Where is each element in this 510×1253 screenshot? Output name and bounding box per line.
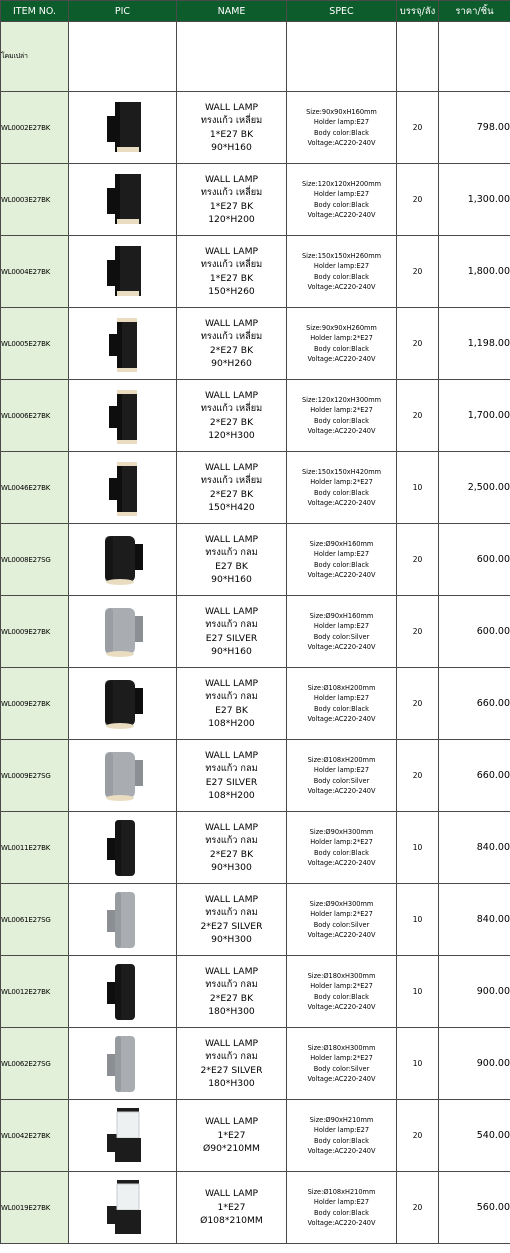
item-no-cell: WL0009E27BK bbox=[1, 668, 69, 740]
product-name-cell bbox=[177, 308, 287, 380]
product-name-line: ทรงแก้ว เหลี่ยม bbox=[200, 403, 263, 414]
group-label: โคมเปล่า bbox=[1, 22, 69, 92]
item-no-cell: WL0006E27BK bbox=[1, 380, 69, 452]
square-wall-lamp-black-icon bbox=[91, 96, 155, 160]
product-name-line: WALL LAMP bbox=[204, 101, 259, 113]
price-cell: 540.00 bbox=[439, 1100, 510, 1172]
item-no-cell: WL0008E27SG bbox=[1, 524, 69, 596]
spec-line: Holder lamp:E27 bbox=[313, 118, 370, 127]
spec-line: Holder lamp:E27 bbox=[313, 550, 370, 559]
tall-square-wall-lamp-black-icon bbox=[91, 384, 155, 448]
spec-line: Voltage:AC220-240V bbox=[307, 1146, 376, 1155]
group-empty-cell bbox=[69, 22, 177, 92]
qty-cell: 20 bbox=[397, 524, 439, 596]
table-row bbox=[1, 92, 510, 164]
header-row bbox=[1, 1, 510, 22]
product-image-cell bbox=[69, 92, 177, 164]
product-name-line: 2*E27 BK bbox=[209, 488, 254, 500]
header-item-no: ITEM NO. bbox=[1, 1, 69, 22]
qty-cell: 20 bbox=[397, 308, 439, 380]
product-name-line: 2*E27 BK bbox=[209, 992, 254, 1004]
product-image-cell bbox=[69, 884, 177, 956]
spec-line: Voltage:AC220-240V bbox=[307, 426, 376, 435]
product-name-cell bbox=[177, 812, 287, 884]
product-name-line: 1*E27 bbox=[217, 1129, 246, 1141]
header-pic: PIC bbox=[69, 1, 177, 22]
product-image-cell bbox=[69, 1028, 177, 1100]
spec-line: Body color:Black bbox=[314, 200, 369, 209]
spec-line: Size:120x120xH300mm bbox=[301, 396, 382, 405]
spec-line: Size:150x150xH420mm bbox=[301, 468, 382, 477]
product-image-cell bbox=[69, 236, 177, 308]
spec-line: Holder lamp:E27 bbox=[313, 694, 370, 703]
product-name-line: WALL LAMP bbox=[204, 317, 259, 329]
round-wall-lamp-black-icon bbox=[91, 528, 155, 592]
qty-cell: 20 bbox=[397, 740, 439, 812]
header-price: ราคา/ชิ้น bbox=[439, 1, 510, 22]
product-name-line: 90*H260 bbox=[211, 358, 252, 369]
product-name-line: ทรงแก้ว เหลี่ยม bbox=[200, 259, 263, 270]
spec-line: Body color:Black bbox=[314, 704, 369, 713]
product-name-cell bbox=[177, 1172, 287, 1244]
spec-line: Body color:Black bbox=[314, 128, 369, 137]
product-name-line: 120*H300 bbox=[208, 430, 255, 441]
spec-line: Body color:Black bbox=[314, 1208, 369, 1217]
product-name-line: ทรงแก้ว เหลี่ยม bbox=[200, 475, 263, 486]
spec-line: Body color:Silver bbox=[313, 1064, 370, 1073]
product-image-cell bbox=[69, 524, 177, 596]
spec-line: Body color:Black bbox=[314, 344, 369, 353]
product-name-line: WALL LAMP bbox=[204, 461, 259, 473]
product-image-cell bbox=[69, 812, 177, 884]
product-name-line: WALL LAMP bbox=[204, 389, 259, 401]
spec-cell bbox=[287, 380, 397, 452]
price-cell: 840.00 bbox=[439, 812, 510, 884]
product-name-line: ทรงแก้ว เหลี่ยม bbox=[200, 331, 263, 342]
lantern-wall-lamp-black-icon bbox=[91, 1104, 155, 1168]
spec-line: Holder lamp:E27 bbox=[313, 262, 370, 271]
product-name-cell bbox=[177, 1028, 287, 1100]
product-image-cell bbox=[69, 1172, 177, 1244]
table-row bbox=[1, 884, 510, 956]
spec-cell bbox=[287, 1100, 397, 1172]
product-image-cell bbox=[69, 308, 177, 380]
spec-line: Holder lamp:2*E27 bbox=[310, 838, 373, 847]
spec-cell bbox=[287, 452, 397, 524]
spec-line: Size:90x90xH160mm bbox=[306, 108, 377, 117]
product-name-line: ทรงแก้ว กลม bbox=[205, 691, 258, 702]
product-name-line: Ø90*210MM bbox=[203, 1143, 260, 1155]
spec-line: Body color:Black bbox=[314, 560, 369, 569]
table-row bbox=[1, 668, 510, 740]
spec-line: Voltage:AC220-240V bbox=[307, 714, 376, 723]
spec-line: Voltage:AC220-240V bbox=[307, 282, 376, 291]
product-name-line: WALL LAMP bbox=[204, 1116, 259, 1128]
qty-cell: 20 bbox=[397, 596, 439, 668]
item-no-cell: WL0062E27SG bbox=[1, 1028, 69, 1100]
spec-line: Holder lamp:2*E27 bbox=[310, 406, 373, 415]
table-row bbox=[1, 1100, 510, 1172]
product-name-line: WALL LAMP bbox=[204, 533, 259, 545]
table-row bbox=[1, 956, 510, 1028]
item-no-cell: WL0012E27BK bbox=[1, 956, 69, 1028]
product-name-line: 1*E27 BK bbox=[209, 128, 254, 140]
spec-line: Size:Ø90xH160mm bbox=[309, 540, 374, 549]
product-name-line: WALL LAMP bbox=[204, 173, 259, 185]
product-name-line: 180*H300 bbox=[208, 1078, 255, 1089]
price-cell: 560.00 bbox=[439, 1172, 510, 1244]
qty-cell: 20 bbox=[397, 1172, 439, 1244]
item-no-cell: WL0002E27BK bbox=[1, 92, 69, 164]
spec-line: Size:Ø180xH300mm bbox=[307, 1044, 376, 1053]
qty-cell: 10 bbox=[397, 452, 439, 524]
group-empty-cell bbox=[397, 22, 439, 92]
spec-line: Size:Ø180xH300mm bbox=[307, 972, 376, 981]
product-name-line: WALL LAMP bbox=[204, 965, 259, 977]
price-cell: 1,300.00 bbox=[439, 164, 510, 236]
spec-line: Voltage:AC220-240V bbox=[307, 570, 376, 579]
product-name-cell bbox=[177, 92, 287, 164]
tall-square-wall-lamp-black-icon bbox=[91, 312, 155, 376]
tall-round-wall-lamp-silver-icon bbox=[91, 1032, 155, 1096]
spec-line: Holder lamp:2*E27 bbox=[310, 910, 373, 919]
round-wall-lamp-black-icon bbox=[91, 672, 155, 736]
product-name-line: Ø108*210MM bbox=[200, 1215, 263, 1227]
spec-cell bbox=[287, 164, 397, 236]
product-name-line: 2*E27 SILVER bbox=[200, 1064, 263, 1076]
table-row bbox=[1, 452, 510, 524]
price-cell: 1,800.00 bbox=[439, 236, 510, 308]
spec-line: Voltage:AC220-240V bbox=[307, 354, 376, 363]
qty-cell: 10 bbox=[397, 1028, 439, 1100]
price-cell: 2,500.00 bbox=[439, 452, 510, 524]
header-name: NAME bbox=[177, 1, 287, 22]
table-row bbox=[1, 308, 510, 380]
spec-cell bbox=[287, 812, 397, 884]
group-empty-cell bbox=[287, 22, 397, 92]
product-name-line: ทรงแก้ว กลม bbox=[205, 763, 258, 774]
group-empty-cell bbox=[439, 22, 510, 92]
spec-cell bbox=[287, 1028, 397, 1100]
product-name-line: ทรงแก้ว กลม bbox=[205, 907, 258, 918]
product-name-cell bbox=[177, 740, 287, 812]
item-no-cell: WL0011E27BK bbox=[1, 812, 69, 884]
product-name-line: WALL LAMP bbox=[204, 677, 259, 689]
spec-cell bbox=[287, 236, 397, 308]
spec-line: Size:Ø108xH200mm bbox=[307, 756, 376, 765]
table-row bbox=[1, 1028, 510, 1100]
product-name-line: 150*H260 bbox=[208, 286, 255, 297]
header-qty: บรรจุ/ลัง bbox=[397, 1, 439, 22]
table-row bbox=[1, 740, 510, 812]
spec-line: Holder lamp:2*E27 bbox=[310, 982, 373, 991]
price-cell: 798.00 bbox=[439, 92, 510, 164]
spec-line: Voltage:AC220-240V bbox=[307, 1218, 376, 1227]
price-cell: 660.00 bbox=[439, 740, 510, 812]
header-spec: SPEC bbox=[287, 1, 397, 22]
table-row bbox=[1, 812, 510, 884]
product-name-line: WALL LAMP bbox=[204, 749, 259, 761]
spec-line: Body color:Black bbox=[314, 992, 369, 1001]
product-name-line: WALL LAMP bbox=[204, 605, 259, 617]
round-wall-lamp-silver-icon bbox=[91, 600, 155, 664]
product-name-line: E27 SILVER bbox=[205, 776, 258, 788]
qty-cell: 10 bbox=[397, 884, 439, 956]
product-name-line: E27 SILVER bbox=[205, 632, 258, 644]
item-no-cell: WL0046E27BK bbox=[1, 452, 69, 524]
product-name-cell bbox=[177, 452, 287, 524]
price-cell: 840.00 bbox=[439, 884, 510, 956]
spec-line: Voltage:AC220-240V bbox=[307, 1074, 376, 1083]
item-no-cell: WL0061E27SG bbox=[1, 884, 69, 956]
qty-cell: 20 bbox=[397, 1100, 439, 1172]
spec-line: Size:Ø90xH160mm bbox=[309, 612, 374, 621]
lantern-wall-lamp-black-icon bbox=[91, 1176, 155, 1240]
product-name-line: 108*H200 bbox=[208, 718, 255, 729]
product-name-line: 180*H300 bbox=[208, 1006, 255, 1017]
qty-cell: 20 bbox=[397, 236, 439, 308]
product-name-cell bbox=[177, 1100, 287, 1172]
product-name-line: 90*H300 bbox=[211, 934, 252, 945]
spec-line: Holder lamp:2*E27 bbox=[310, 1054, 373, 1063]
product-name-line: E27 BK bbox=[215, 560, 248, 572]
product-name-line: 2*E27 BK bbox=[209, 416, 254, 428]
spec-line: Holder lamp:2*E27 bbox=[310, 478, 373, 487]
product-name-line: WALL LAMP bbox=[204, 821, 259, 833]
spec-line: Holder lamp:E27 bbox=[313, 1198, 370, 1207]
product-image-cell bbox=[69, 164, 177, 236]
product-name-cell bbox=[177, 884, 287, 956]
price-cell: 900.00 bbox=[439, 956, 510, 1028]
product-name-line: 108*H200 bbox=[208, 790, 255, 801]
item-no-cell: WL0003E27BK bbox=[1, 164, 69, 236]
tall-round-wall-lamp-black-icon bbox=[91, 816, 155, 880]
item-no-cell: WL0004E27BK bbox=[1, 236, 69, 308]
product-name-line: 2*E27 BK bbox=[209, 848, 254, 860]
product-name-cell bbox=[177, 956, 287, 1028]
spec-cell bbox=[287, 740, 397, 812]
product-name-cell bbox=[177, 236, 287, 308]
product-image-cell bbox=[69, 380, 177, 452]
spec-cell bbox=[287, 308, 397, 380]
spec-cell bbox=[287, 956, 397, 1028]
spec-line: Body color:Black bbox=[314, 1136, 369, 1145]
square-wall-lamp-black-icon bbox=[91, 168, 155, 232]
table-row bbox=[1, 596, 510, 668]
spec-line: Holder lamp:E27 bbox=[313, 1126, 370, 1135]
product-name-line: 90*H160 bbox=[211, 574, 252, 585]
spec-line: Size:Ø90xH300mm bbox=[309, 828, 374, 837]
product-name-cell bbox=[177, 524, 287, 596]
spec-line: Holder lamp:E27 bbox=[313, 190, 370, 199]
tall-round-wall-lamp-black-icon bbox=[91, 960, 155, 1024]
product-name-line: WALL LAMP bbox=[204, 1037, 259, 1049]
spec-line: Voltage:AC220-240V bbox=[307, 858, 376, 867]
spec-cell bbox=[287, 596, 397, 668]
product-name-line: 1*E27 BK bbox=[209, 272, 254, 284]
spec-cell bbox=[287, 884, 397, 956]
spec-cell bbox=[287, 524, 397, 596]
spec-cell bbox=[287, 92, 397, 164]
price-cell: 600.00 bbox=[439, 524, 510, 596]
item-no-cell: WL0009E27BK bbox=[1, 596, 69, 668]
product-name-line: 90*H160 bbox=[211, 142, 252, 153]
qty-cell: 20 bbox=[397, 380, 439, 452]
product-name-line: 90*H160 bbox=[211, 646, 252, 657]
spec-line: Holder lamp:E27 bbox=[313, 766, 370, 775]
product-name-line: 120*H200 bbox=[208, 214, 255, 225]
qty-cell: 10 bbox=[397, 956, 439, 1028]
spec-line: Body color:Silver bbox=[313, 920, 370, 929]
spec-line: Voltage:AC220-240V bbox=[307, 498, 376, 507]
price-cell: 660.00 bbox=[439, 668, 510, 740]
group-empty-cell bbox=[177, 22, 287, 92]
price-cell: 1,700.00 bbox=[439, 380, 510, 452]
spec-line: Voltage:AC220-240V bbox=[307, 642, 376, 651]
product-name-line: ทรงแก้ว เหลี่ยม bbox=[200, 187, 263, 198]
qty-cell: 10 bbox=[397, 812, 439, 884]
product-image-cell bbox=[69, 452, 177, 524]
spec-line: Size:Ø108xH210mm bbox=[307, 1188, 376, 1197]
spec-cell bbox=[287, 668, 397, 740]
product-image-cell bbox=[69, 1100, 177, 1172]
item-no-cell: WL0009E27SG bbox=[1, 740, 69, 812]
spec-line: Holder lamp:2*E27 bbox=[310, 334, 373, 343]
product-name-line: 150*H420 bbox=[208, 502, 255, 513]
tall-round-wall-lamp-silver-icon bbox=[91, 888, 155, 952]
table-row bbox=[1, 380, 510, 452]
product-name-line: 1*E27 bbox=[217, 1201, 246, 1213]
spec-line: Holder lamp:E27 bbox=[313, 622, 370, 631]
price-cell: 900.00 bbox=[439, 1028, 510, 1100]
product-image-cell bbox=[69, 956, 177, 1028]
price-cell: 600.00 bbox=[439, 596, 510, 668]
spec-line: Body color:Silver bbox=[313, 632, 370, 641]
product-name-cell bbox=[177, 596, 287, 668]
spec-line: Voltage:AC220-240V bbox=[307, 930, 376, 939]
product-name-line: ทรงแก้ว กลม bbox=[205, 547, 258, 558]
product-name-line: WALL LAMP bbox=[204, 1188, 259, 1200]
qty-cell: 20 bbox=[397, 668, 439, 740]
spec-line: Size:Ø90xH300mm bbox=[309, 900, 374, 909]
product-image-cell bbox=[69, 668, 177, 740]
product-name-line: 2*E27 BK bbox=[209, 344, 254, 356]
spec-cell bbox=[287, 1172, 397, 1244]
product-name-cell bbox=[177, 668, 287, 740]
spec-line: Size:90x90xH260mm bbox=[306, 324, 377, 333]
spec-line: Body color:Black bbox=[314, 488, 369, 497]
table-row bbox=[1, 164, 510, 236]
spec-line: Voltage:AC220-240V bbox=[307, 138, 376, 147]
product-name-line: ทรงแก้ว กลม bbox=[205, 619, 258, 630]
round-wall-lamp-silver-icon bbox=[91, 744, 155, 808]
table-row bbox=[1, 1172, 510, 1244]
table-row bbox=[1, 524, 510, 596]
spec-line: Body color:Black bbox=[314, 416, 369, 425]
item-no-cell: WL0005E27BK bbox=[1, 308, 69, 380]
product-name-line: ทรงแก้ว กลม bbox=[205, 835, 258, 846]
table-row bbox=[1, 236, 510, 308]
spec-line: Voltage:AC220-240V bbox=[307, 210, 376, 219]
spec-line: Voltage:AC220-240V bbox=[307, 786, 376, 795]
item-no-cell: WL0042E27BK bbox=[1, 1100, 69, 1172]
spec-line: Size:Ø108xH200mm bbox=[307, 684, 376, 693]
qty-cell: 20 bbox=[397, 164, 439, 236]
product-image-cell bbox=[69, 740, 177, 812]
spec-line: Voltage:AC220-240V bbox=[307, 1002, 376, 1011]
spec-line: Body color:Black bbox=[314, 848, 369, 857]
group-row bbox=[1, 22, 510, 92]
spec-line: Body color:Black bbox=[314, 272, 369, 281]
product-name-line: E27 BK bbox=[215, 704, 248, 716]
product-image-cell bbox=[69, 596, 177, 668]
item-no-cell: WL0019E27BK bbox=[1, 1172, 69, 1244]
product-name-line: ทรงแก้ว กลม bbox=[205, 1051, 258, 1062]
product-name-line: ทรงแก้ว เหลี่ยม bbox=[200, 115, 263, 126]
tall-square-wall-lamp-black-icon bbox=[91, 456, 155, 520]
product-name-line: 1*E27 BK bbox=[209, 200, 254, 212]
product-name-line: WALL LAMP bbox=[204, 893, 259, 905]
product-name-cell bbox=[177, 380, 287, 452]
product-name-line: 2*E27 SILVER bbox=[200, 920, 263, 932]
product-name-cell bbox=[177, 164, 287, 236]
spec-line: Size:Ø90xH210mm bbox=[309, 1116, 374, 1125]
qty-cell: 20 bbox=[397, 92, 439, 164]
square-wall-lamp-black-icon bbox=[91, 240, 155, 304]
product-name-line: ทรงแก้ว กลม bbox=[205, 979, 258, 990]
spec-line: Body color:Silver bbox=[313, 776, 370, 785]
spec-line: Size:150x150xH260mm bbox=[301, 252, 382, 261]
price-cell: 1,198.00 bbox=[439, 308, 510, 380]
product-name-line: 90*H300 bbox=[211, 862, 252, 873]
spec-line: Size:120x120xH200mm bbox=[301, 180, 382, 189]
product-name-line: WALL LAMP bbox=[204, 245, 259, 257]
